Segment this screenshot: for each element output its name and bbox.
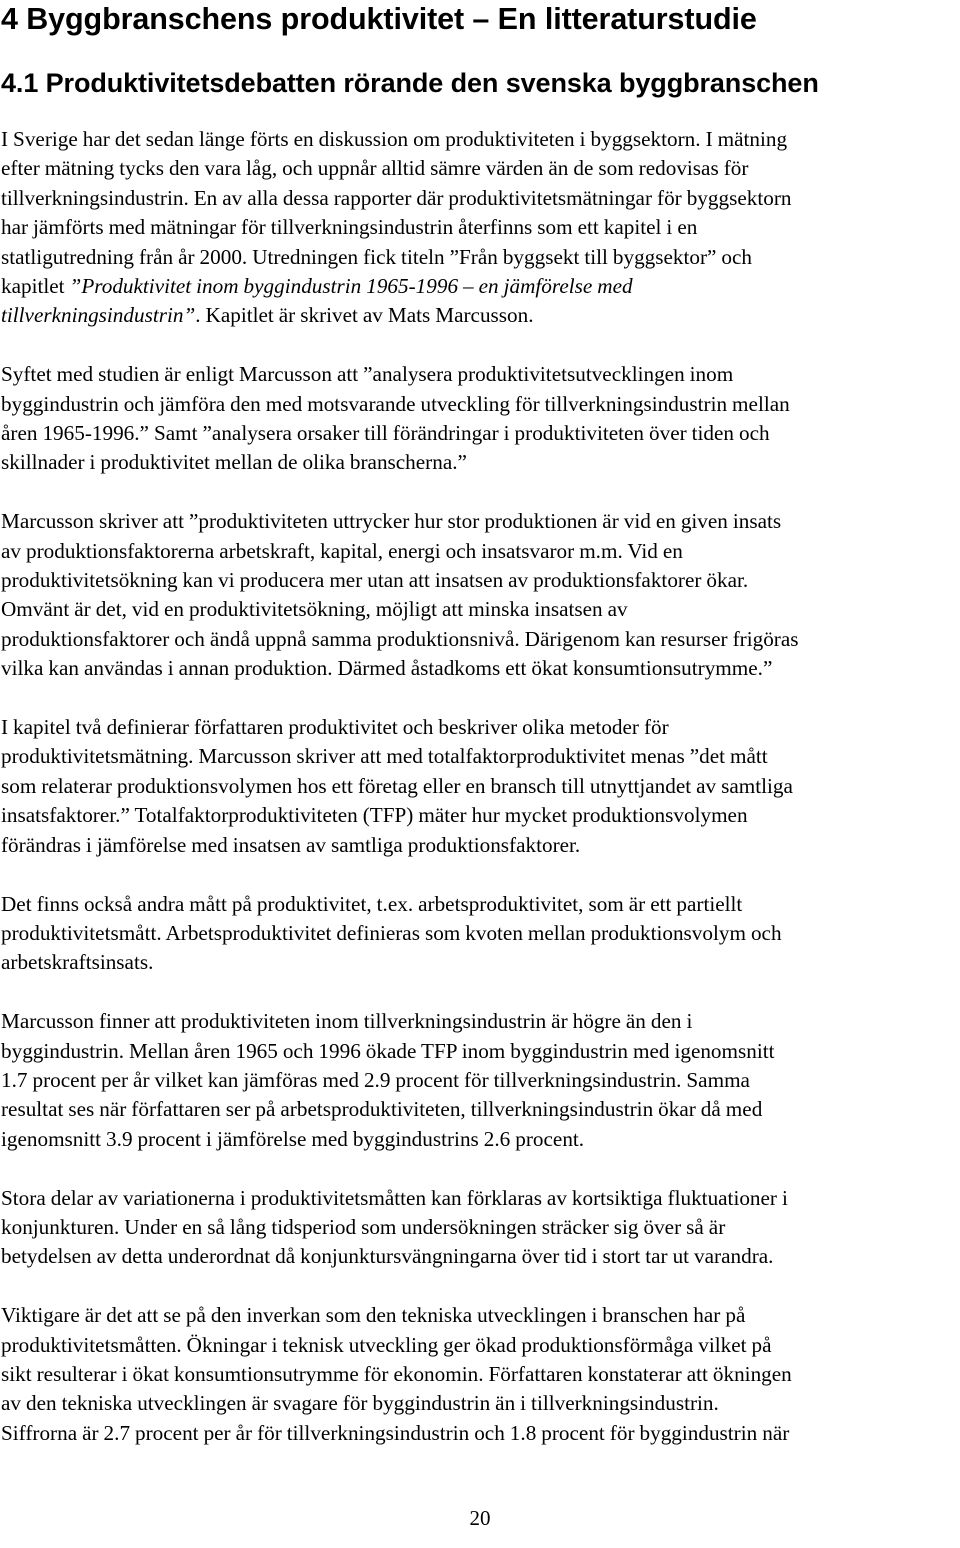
text-segment: insatsfaktorer.” Totalfaktorproduktiviteten (TFP) mäter hur mycket produktionsvolymen: [1, 803, 748, 828]
paragraph-4: [1, 713, 960, 860]
text-segment: sikt resulterar i ökat konsumtionsutrymme för ekonomin. Författaren konstaterar att ökningen: [1, 1361, 792, 1386]
text-line: [1, 537, 960, 566]
text-segment: konjunkturen. Under en så lång tidsperiod som undersökningen sträcker sig över så är: [1, 1214, 726, 1239]
text-segment: Marcusson finner att produktiviteten inom tillverkningsindustrin är högre än den i: [1, 1009, 693, 1034]
text-segment: produktivitetsmått. Arbetsproduktivitet definieras som kvoten mellan produktionsvolym och: [1, 920, 782, 945]
text-line: [1, 390, 960, 419]
text-segment: kapitlet: [1, 274, 70, 299]
text-segment: I Sverige har det sedan länge förts en diskussion om produktiviteten i byggsektorn. I mätning: [1, 127, 788, 151]
text-segment: Syftet med studien är enligt Marcusson att ”analysera produktivitetsutvecklingen inom: [1, 362, 734, 387]
text-segment: statligutredning från år 2000. Utredningen fick titeln ”Från byggsekt till byggsektor” och: [1, 244, 753, 269]
text-segment: resultat ses när författaren ser på arbetsproduktiviteten, tillverkningsindustrin ökar då med: [1, 1097, 763, 1122]
paragraph-3: [1, 507, 960, 683]
text-line: [1, 1389, 960, 1418]
text-segment: efter mätning tycks den vara låg, och uppnår alltid sämre värden än de som redovisas för: [1, 156, 749, 181]
text-line: [1, 1007, 960, 1036]
text-line: [1, 595, 960, 624]
section-heading: 4.1 Produktivitetsdebatten rörande den svenska byggbranschen: [1, 68, 819, 98]
text-segment: produktionsfaktorer och ändå uppnå samma produktionsnivå. Därigenom kan resurser frigöras: [1, 626, 799, 651]
text-line: [1, 566, 960, 595]
text-line: [1, 713, 960, 742]
text-line: [1, 1360, 960, 1389]
text-line: [1, 1301, 960, 1330]
text-segment: Viktigare är det att se på den inverkan som den tekniska utvecklingen i branschen har på: [1, 1303, 746, 1328]
text-line: [1, 360, 960, 389]
text-segment: skillnader i produktivitet mellan de olika branscherna.”: [1, 450, 467, 475]
text-segment: arbetskraftsinsats.: [1, 950, 154, 975]
text-line: [1, 1095, 960, 1124]
body-text: [1, 125, 960, 1448]
text-line: [1, 1331, 960, 1360]
text-line: [1, 184, 960, 213]
text-line: [1, 1184, 960, 1213]
text-segment: igenomsnitt 3.9 procent i jämförelse med byggindustrins 2.6 procent.: [1, 1126, 585, 1151]
text-segment: Omvänt är det, vid en produktivitetsökning, möjligt att minska insatsen av: [1, 597, 628, 622]
text-line: [1, 742, 960, 771]
text-line: [1, 213, 960, 242]
paragraph-8: [1, 1301, 960, 1448]
text-line: [1, 801, 960, 830]
text-line: [1, 301, 960, 330]
text-line: [1, 1213, 960, 1242]
text-line: [1, 1419, 960, 1448]
italic-text: tillverkningsindustrin”: [1, 303, 196, 328]
paragraph-1: [1, 125, 960, 331]
text-segment: av produktionsfaktorerna arbetskraft, kapital, energi och insatsvaror m.m. Vid en: [1, 538, 683, 563]
text-segment: 1.7 procent per år vilket kan jämföras med 2.9 procent för tillverkningsindustrin. Samma: [1, 1067, 750, 1092]
text-line: [1, 890, 960, 919]
italic-text: ”Produktivitet inom byggindustrin 1965-1996 – en jämförelse med: [69, 274, 633, 299]
text-segment: Siffrorna är 2.7 procent per år för tillverkningsindustrin och 1.8 procent för byggindustrin när: [1, 1420, 790, 1445]
text-segment: byggindustrin och jämföra den med motsvarande utveckling för tillverkningsindustrin mellan: [1, 391, 790, 416]
text-segment: produktivitetsmåtten. Ökningar i teknisk utveckling ger ökad produktionsförmåga vilket på: [1, 1332, 772, 1357]
chapter-heading: 4 Byggbranschens produktivitet – En litteraturstudie: [1, 2, 757, 36]
text-segment: betydelsen av detta underordnat då konjunktursvängningarna över tid i stort tar ut varandra.: [1, 1244, 774, 1269]
text-segment: . Kapitlet är skrivet av Mats Marcusson.: [195, 303, 534, 328]
paragraph-5: [1, 890, 960, 978]
text-line: [1, 831, 960, 860]
text-segment: av den tekniska utvecklingen är svagare för byggindustrin än i tillverkningsindustrin.: [1, 1391, 719, 1416]
text-line: [1, 948, 960, 977]
text-segment: som relaterar produktionsvolymen hos ett företag eller en bransch till utnyttjandet av samtliga: [1, 773, 793, 798]
text-segment: tillverkningsindustrin. En av alla dessa rapporter där produktivitetsmätningar för byggsektorn: [1, 185, 792, 210]
text-line: [1, 919, 960, 948]
text-line: [1, 154, 960, 183]
text-segment: produktivitetsmätning. Marcusson skriver att med totalfaktorproduktivitet menas ”det mått: [1, 744, 768, 769]
page-number: 20: [469, 1506, 491, 1530]
text-line: [1, 448, 960, 477]
text-segment: har jämförts med mätningar för tillverkningsindustrin återfinns som ett kapitel i en: [1, 215, 698, 240]
text-segment: Marcusson skriver att ”produktiviteten uttrycker hur stor produktionen är vid en given insats: [1, 509, 782, 534]
text-line: [1, 507, 960, 536]
text-segment: åren 1965-1996.” Samt ”analysera orsaker till förändringar i produktiviteten över tiden och: [1, 421, 770, 446]
paragraph-6: [1, 1007, 960, 1154]
text-line: [1, 772, 960, 801]
text-segment: förändras i jämförelse med insatsen av samtliga produktionsfaktorer.: [1, 832, 581, 857]
text-segment: produktivitetsökning kan vi producera mer utan att insatsen av produktionsfaktorer ökar.: [1, 568, 749, 593]
text-line: [1, 625, 960, 654]
text-line: [1, 243, 960, 272]
text-line: [1, 654, 960, 683]
paragraph-7: [1, 1184, 960, 1272]
text-segment: Stora delar av variationerna i produktivitetsmåtten kan förklaras av kortsiktiga fluktuationer i: [1, 1185, 788, 1210]
text-line: [1, 1242, 960, 1271]
text-line: [1, 125, 960, 154]
text-line: [1, 272, 960, 301]
text-line: [1, 419, 960, 448]
text-segment: Det finns också andra mått på produktivitet, t.ex. arbetsproduktivitet, som är ett partiellt: [1, 891, 743, 916]
text-line: [1, 1125, 960, 1154]
text-segment: byggindustrin. Mellan åren 1965 och 1996 ökade TFP inom byggindustrin med igenomsnitt: [1, 1038, 775, 1063]
text-segment: I kapitel två definierar författaren produktivitet och beskriver olika metoder för: [1, 715, 669, 740]
text-line: [1, 1037, 960, 1066]
text-segment: vilka kan användas i annan produktion. Därmed åstadkoms ett ökat konsumtionsutrymme.”: [1, 656, 773, 681]
text-line: [1, 1066, 960, 1095]
paragraph-2: [1, 360, 960, 478]
